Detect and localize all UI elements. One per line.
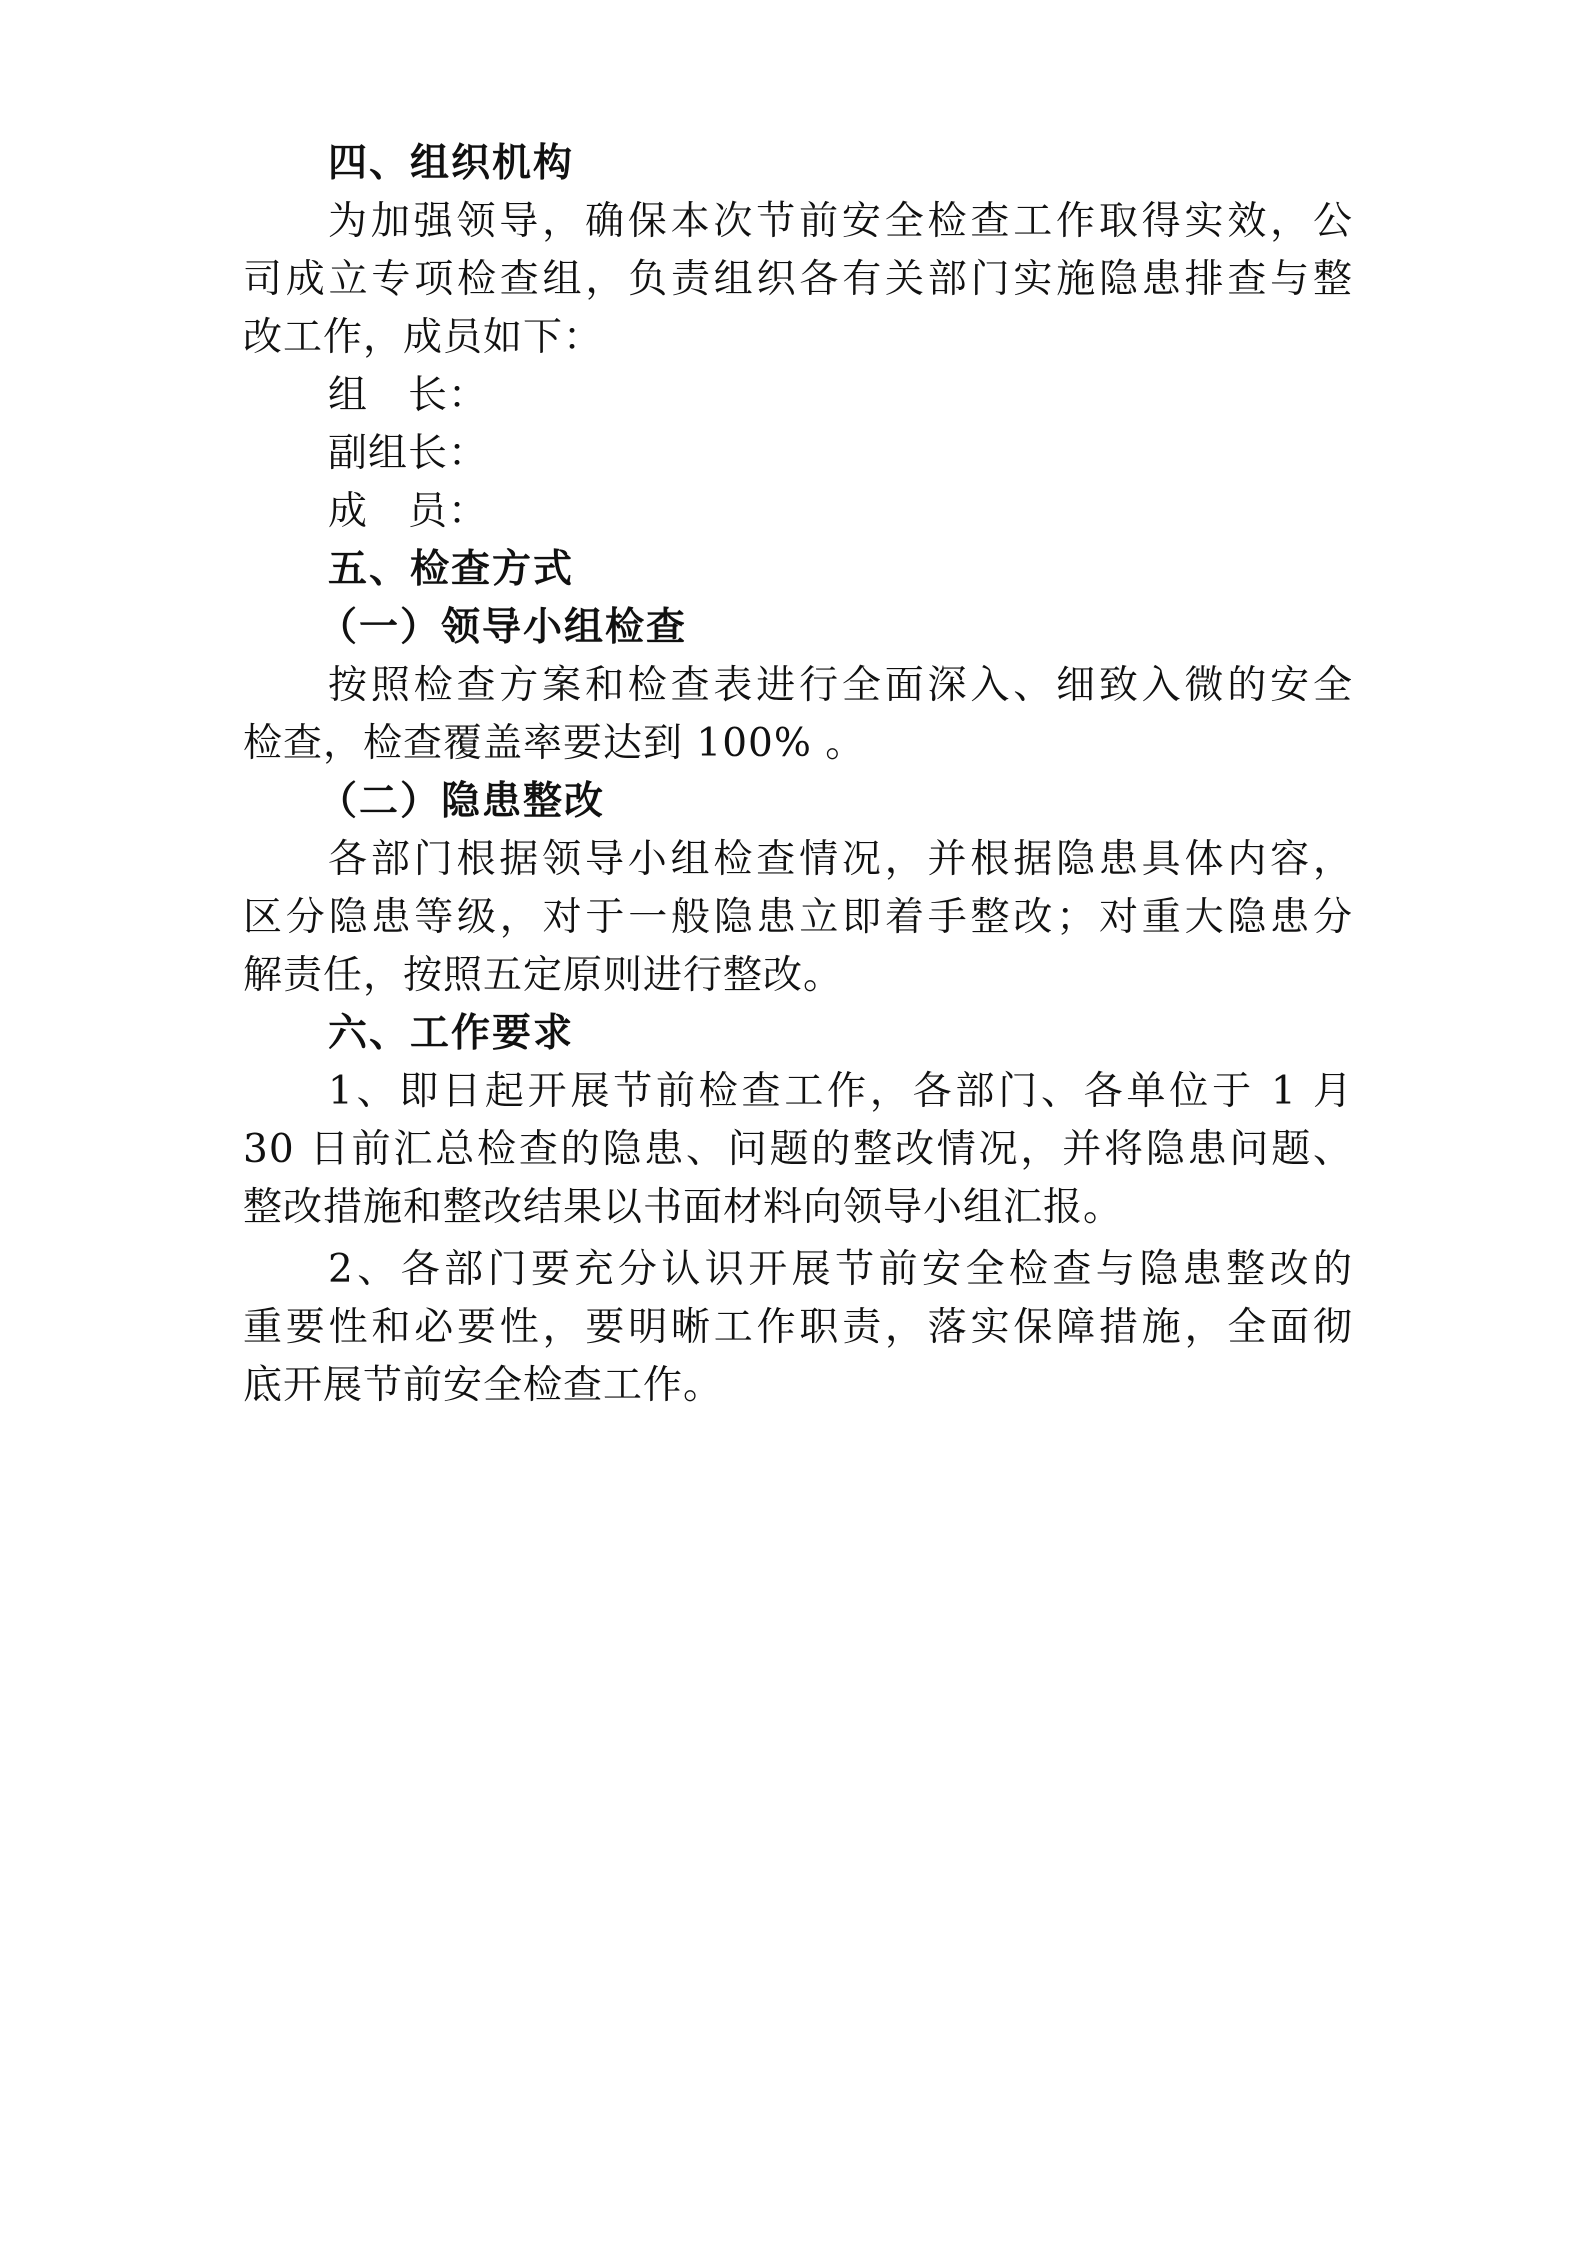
paragraph-line: 解责任，按照五定原则进行整改。 bbox=[243, 953, 844, 998]
paragraph-line: 司成立专项检查组，负责组织各有关部门实施隐患排查与整 bbox=[243, 257, 1353, 302]
paragraph-line: 改工作，成员如下： bbox=[243, 315, 604, 360]
section-heading-inspection-method: 五、检查方式 bbox=[328, 547, 575, 592]
paragraph-line: 2、各部门要充分认识开展节前安全检查与隐患整改的 bbox=[328, 1247, 1353, 1292]
paragraph-line: 各部门根据领导小组检查情况，并根据隐患具体内容， bbox=[328, 837, 1353, 882]
subheading-leadership-inspection: （一）领导小组检查 bbox=[318, 605, 688, 650]
paragraph-line: 检查，检查覆盖率要达到 100% 。 bbox=[243, 721, 866, 766]
paragraph-line: 区分隐患等级，对于一般隐患立即着手整改；对重大隐患分 bbox=[243, 895, 1353, 940]
paragraph-line: 为加强领导，确保本次节前安全检查工作取得实效，公 bbox=[328, 199, 1353, 244]
subheading-hazard-rectification: （二）隐患整改 bbox=[318, 779, 606, 824]
paragraph-line: 整改措施和整改结果以书面材料向领导小组汇报。 bbox=[243, 1185, 1124, 1230]
paragraph-line: 底开展节前安全检查工作。 bbox=[243, 1363, 724, 1408]
section-heading-work-requirements: 六、工作要求 bbox=[328, 1011, 575, 1056]
paragraph-line: 30 日前汇总检查的隐患、问题的整改情况，并将隐患问题、 bbox=[243, 1127, 1353, 1172]
paragraph-line: 重要性和必要性，要明晰工作职责，落实保障措施，全面彻 bbox=[243, 1305, 1353, 1350]
section-heading-organization: 四、组织机构 bbox=[328, 141, 575, 186]
role-leader: 组 长： bbox=[328, 373, 489, 418]
role-members: 成 员： bbox=[328, 489, 489, 534]
role-deputy-leader: 副组长： bbox=[328, 431, 489, 476]
paragraph-line: 按照检查方案和检查表进行全面深入、细致入微的安全 bbox=[328, 663, 1353, 708]
paragraph-line: 1、即日起开展节前检查工作，各部门、各单位于 1 月 bbox=[328, 1069, 1353, 1114]
